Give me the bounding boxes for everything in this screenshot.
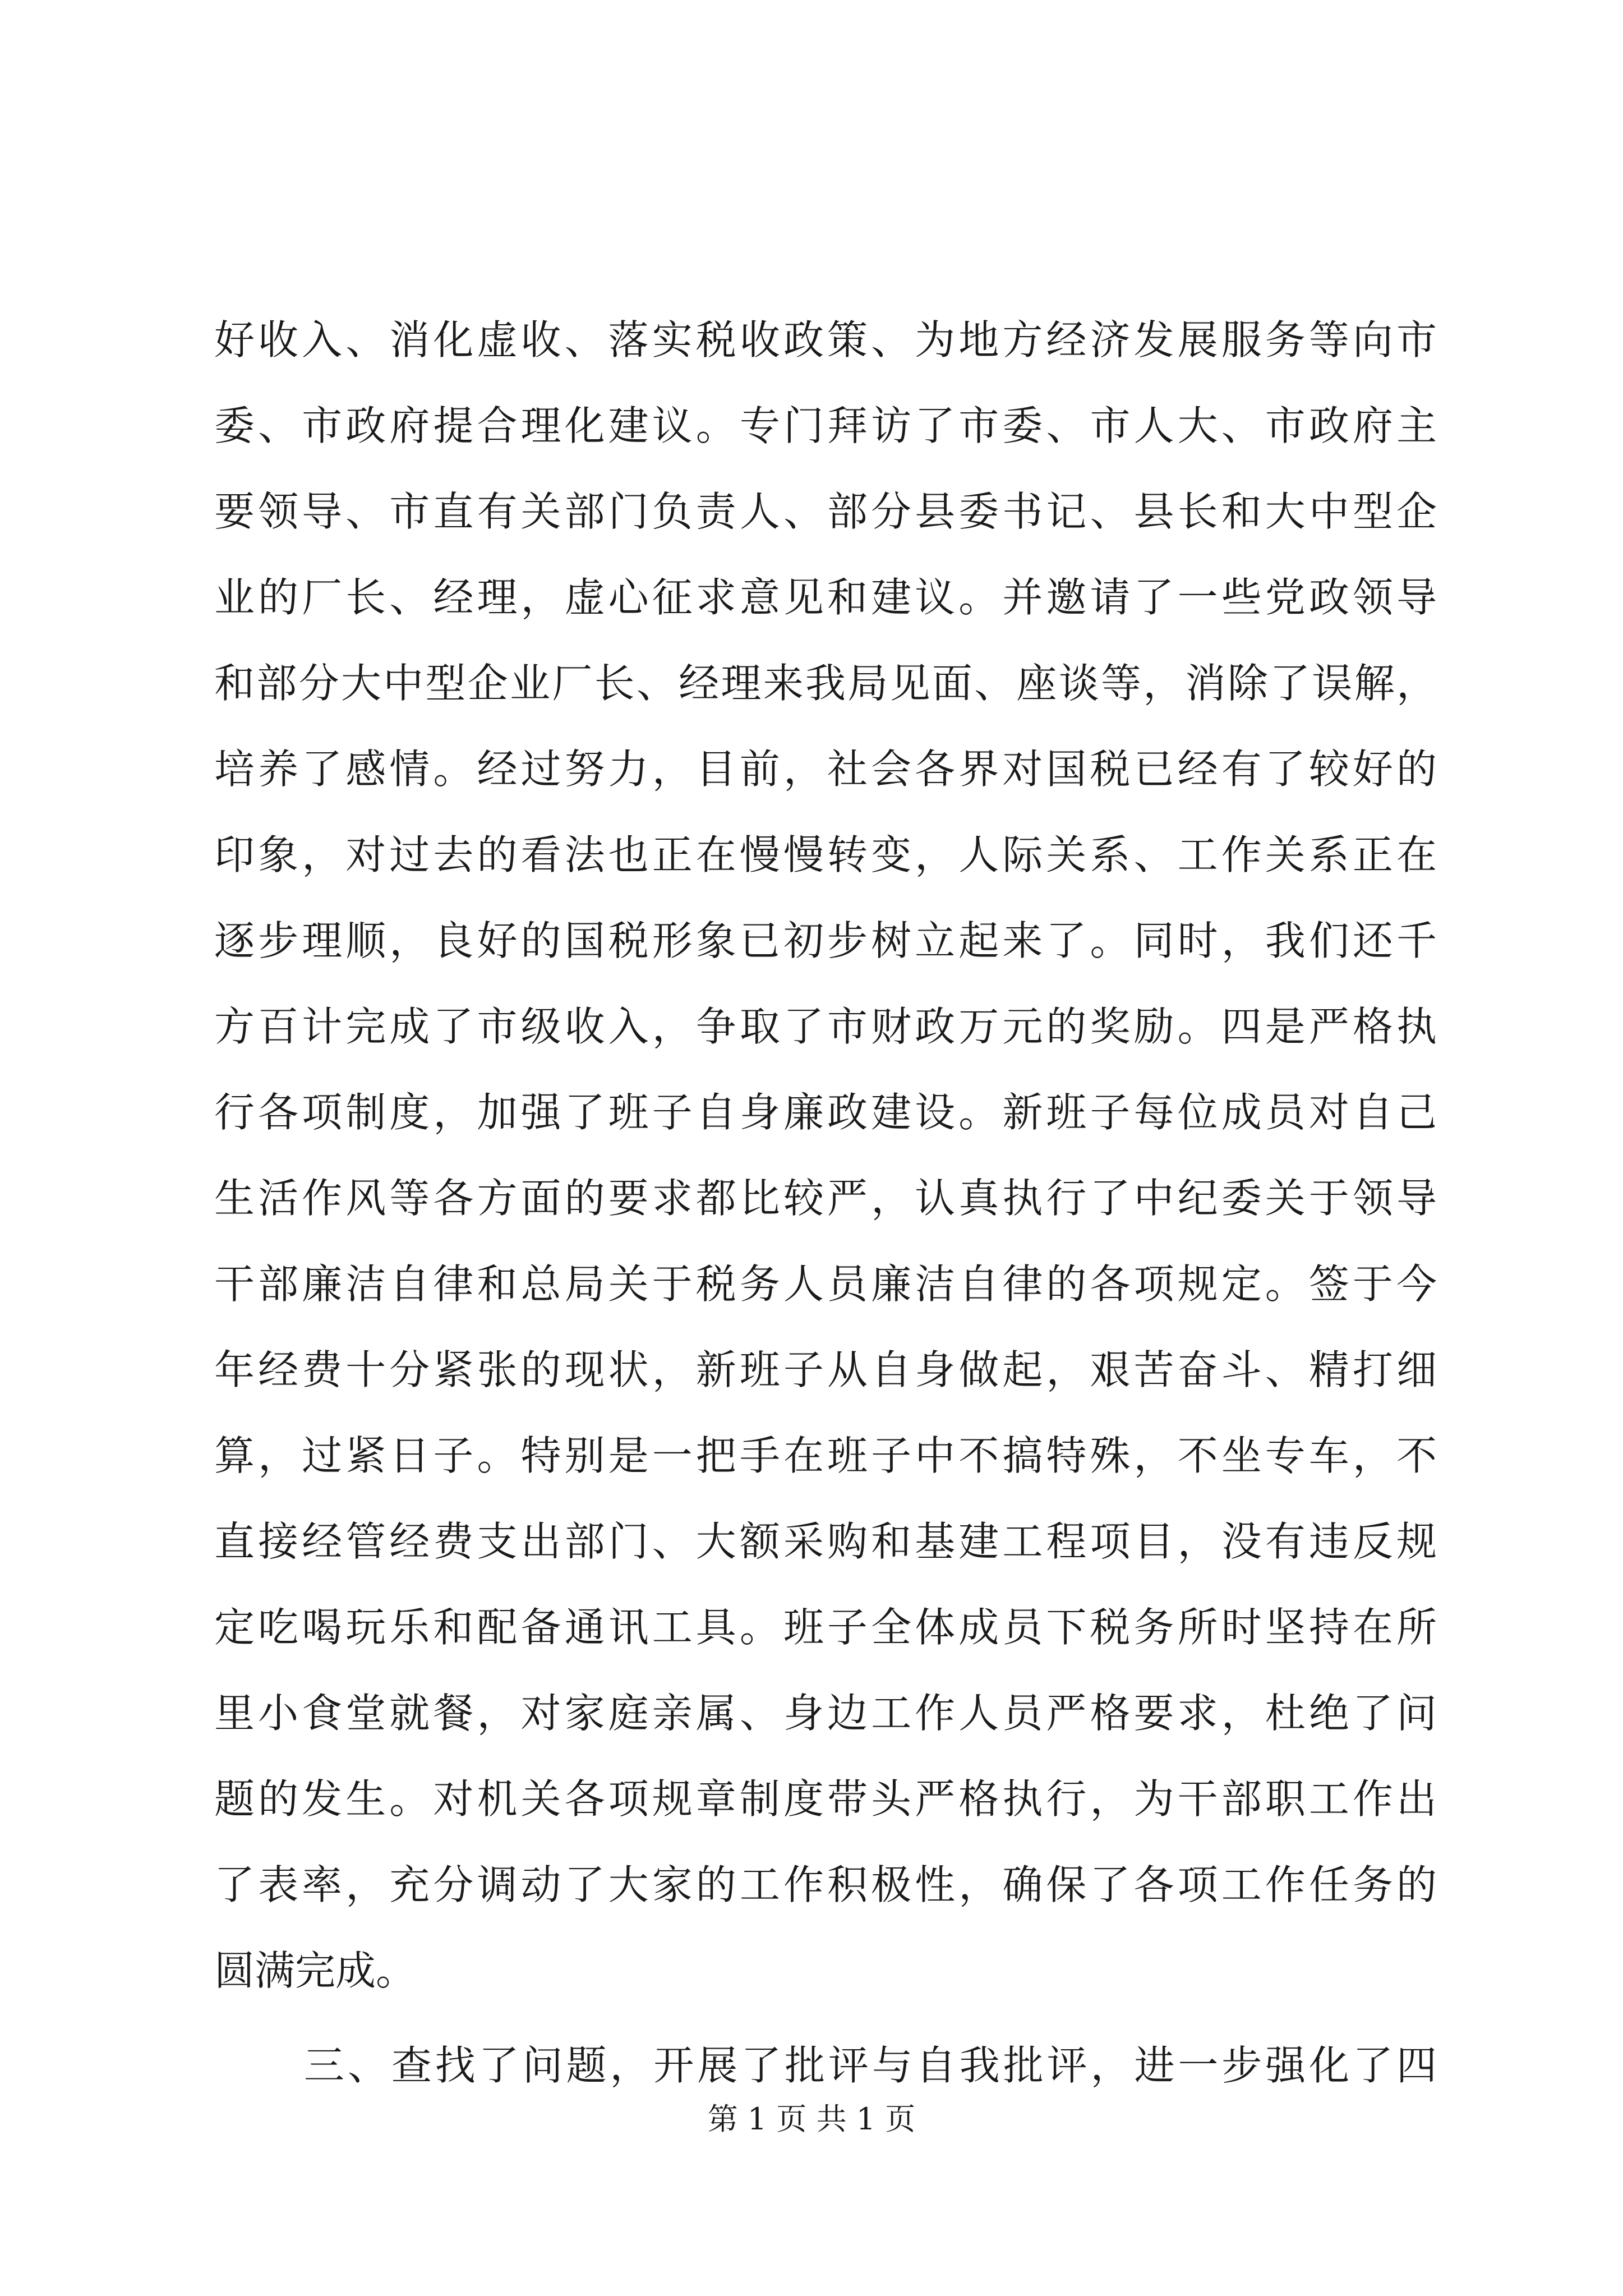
paragraph-line: 里小食堂就餐，对家庭亲属、身边工作人员严格要求，杜绝了问 [214, 1690, 1437, 1737]
paragraph-line: 干部廉洁自律和总局关于税务人员廉洁自律的各项规定。签于今 [214, 1260, 1437, 1308]
paragraph-line: 了表率，充分调动了大家的工作积极性，确保了各项工作任务的 [214, 1861, 1437, 1908]
paragraph-line: 和部分大中型企业厂长、经理来我局见面、座谈等，消除了误解， [214, 660, 1437, 707]
paragraph-line: 好收入、消化虚收、落实税收政策、为地方经济发展服务等向市 [214, 316, 1437, 364]
paragraph-line: 生活作风等各方面的要求都比较严，认真执行了中纪委关于领导 [214, 1175, 1437, 1222]
paragraph-line: 直接经管经费支出部门、大额采购和基建工程项目，没有违反规 [214, 1518, 1437, 1565]
section-heading: 三、查找了问题，开展了批评与自我批评，进一步强化了四 [304, 2042, 1437, 2089]
body-text [214, 297, 1437, 2109]
paragraph-line: 培养了感情。经过努力，目前，社会各界对国税已经有了较好的 [214, 746, 1437, 793]
paragraph-line: 委、市政府提合理化建议。专门拜访了市委、市人大、市政府主 [214, 402, 1437, 449]
paragraph-line: 业的厂长、经理，虚心征求意见和建议。并邀请了一些党政领导 [214, 574, 1437, 621]
paragraph-line: 算，过紧日子。特别是一把手在班子中不搞特殊，不坐专车，不 [214, 1432, 1437, 1479]
page-footer: 第 1 页 共 1 页 [707, 2101, 916, 2137]
paragraph-line: 要领导、市直有关部门负责人、部分县委书记、县长和大中型企 [214, 488, 1437, 535]
paragraph-line: 圆满完成。 [214, 1947, 417, 1994]
paragraph-line: 定吃喝玩乐和配备通讯工具。班子全体成员下税务所时坚持在所 [214, 1604, 1437, 1651]
paragraph-line: 方百计完成了市级收入，争取了市财政万元的奖励。四是严格执 [214, 1003, 1437, 1050]
paragraph-line: 题的发生。对机关各项规章制度带头严格执行，为干部职工作出 [214, 1775, 1437, 1823]
paragraph-line: 印象，对过去的看法也正在慢慢转变，人际关系、工作关系正在 [214, 831, 1437, 878]
paragraph-line: 年经费十分紧张的现状，新班子从自身做起，艰苦奋斗、精打细 [214, 1346, 1437, 1393]
paragraph-line: 行各项制度，加强了班子自身廉政建设。新班子每位成员对自己 [214, 1089, 1437, 1136]
paragraph-line: 逐步理顺，良好的国税形象已初步树立起来了。同时，我们还千 [214, 917, 1437, 964]
